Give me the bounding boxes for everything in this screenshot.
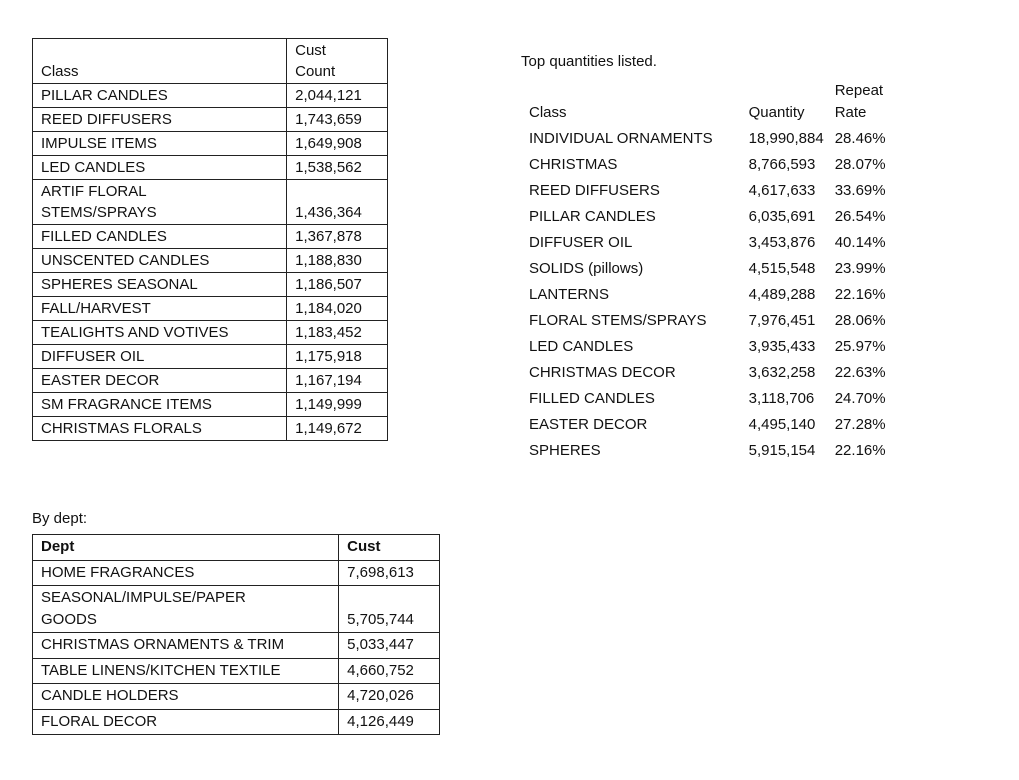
table-row — [33, 297, 388, 321]
table-row — [33, 369, 388, 393]
quantity-cell: 4,515,548 — [748, 260, 816, 277]
table-row — [33, 709, 440, 735]
table-row — [33, 273, 388, 297]
quantity-cell: 5,915,154 — [748, 442, 816, 459]
class-cell — [33, 273, 287, 297]
table-row — [521, 230, 894, 256]
table-row — [521, 438, 894, 464]
class-cell: LANTERNS — [529, 286, 610, 303]
table-row — [521, 256, 894, 282]
repeat-rate-cell: 25.97% — [834, 338, 886, 355]
dept-body — [33, 560, 440, 735]
table-row — [33, 417, 388, 441]
table-header-row — [521, 78, 894, 126]
table-row — [521, 204, 894, 230]
class-cell — [33, 345, 287, 369]
class-cell — [33, 84, 287, 108]
quantity-cell: 7,976,451 — [748, 312, 816, 329]
cust-count-header-line2: Count — [295, 63, 336, 80]
quantity-cell: 4,495,140 — [748, 416, 816, 433]
table-row — [33, 393, 388, 417]
table-row — [521, 308, 894, 334]
class-cell — [33, 321, 287, 345]
count-cell: 1,436,364 — [287, 180, 388, 225]
table-header-row — [33, 39, 388, 84]
table-row — [521, 126, 894, 152]
class-cell-line: FALL/HARVEST — [41, 300, 151, 317]
cust-cell: 5,705,744 — [339, 586, 440, 633]
class-cell — [33, 369, 287, 393]
class-cell-line: ARTIF FLORAL — [41, 183, 147, 200]
table-row — [521, 282, 894, 308]
dept-cell-line: SEASONAL/IMPULSE/PAPER — [41, 589, 246, 606]
table-row — [33, 321, 388, 345]
class-cell-line: IMPULSE ITEMS — [41, 135, 157, 152]
repeat-rate-header-line2: Rate — [834, 104, 867, 121]
repeat-rate-cell: 27.28% — [834, 416, 886, 433]
count-cell: 1,149,999 — [287, 393, 388, 417]
quantity-cell: 3,453,876 — [748, 234, 816, 251]
class-cell: SPHERES — [529, 442, 601, 459]
dept-cell — [33, 633, 339, 659]
dept-cell-line: HOME FRAGRANCES — [41, 563, 195, 581]
cust-cell: 4,126,449 — [339, 709, 440, 735]
class-cell-line: UNSCENTED CANDLES — [41, 252, 210, 269]
count-cell: 1,186,507 — [287, 273, 388, 297]
dept-cell — [33, 586, 339, 633]
class-cell: FLORAL STEMS/SPRAYS — [529, 312, 707, 329]
repeat-rate-cell: 24.70% — [834, 390, 886, 407]
quantity-cell: 18,990,884 — [748, 130, 824, 147]
dept-cell — [33, 684, 339, 710]
table-row — [521, 412, 894, 438]
cust-header: Cust — [339, 535, 440, 561]
cust-cell: 4,720,026 — [339, 684, 440, 710]
dept-cell-line: GOODS — [41, 610, 97, 628]
dept-cell-line: TABLE LINENS/KITCHEN TEXTILE — [41, 661, 281, 679]
cust-cell: 7,698,613 — [339, 560, 440, 586]
class-cell: LED CANDLES — [529, 338, 634, 355]
count-cell: 1,183,452 — [287, 321, 388, 345]
quantity-body — [521, 126, 894, 464]
class-cell: PILLAR CANDLES — [529, 208, 656, 225]
repeat-rate-header — [832, 78, 894, 126]
repeat-rate-cell: 22.63% — [834, 364, 886, 381]
table-row — [521, 152, 894, 178]
class-cell-line: LED CANDLES — [41, 159, 146, 176]
cust-count-header-line1: Cust — [295, 42, 326, 59]
quantity-header: Quantity — [748, 104, 805, 121]
repeat-rate-cell: 28.07% — [834, 156, 886, 173]
class-cell: INDIVIDUAL ORNAMENTS — [529, 130, 713, 147]
quantity-repeat-table — [521, 78, 894, 464]
table-row — [521, 334, 894, 360]
table-row — [33, 684, 440, 710]
dept-cell — [33, 709, 339, 735]
table-row — [33, 249, 388, 273]
class-cell-line: SM FRAGRANCE ITEMS — [41, 396, 212, 413]
class-cust-count-table — [32, 38, 388, 441]
quantity-cell: 3,632,258 — [748, 364, 816, 381]
table-row — [33, 633, 440, 659]
table-row — [33, 658, 440, 684]
repeat-rate-cell: 23.99% — [834, 260, 886, 277]
class-cell — [33, 225, 287, 249]
class-count-body — [33, 84, 388, 441]
class-cell — [33, 249, 287, 273]
dept-cell-line: CANDLE HOLDERS — [41, 687, 179, 704]
repeat-rate-cell: 28.46% — [834, 130, 886, 147]
class-cell: EASTER DECOR — [529, 416, 648, 433]
dept-cell-line: FLORAL DECOR — [41, 712, 158, 730]
repeat-rate-cell: 40.14% — [834, 234, 886, 251]
class-cell-line: FILLED CANDLES — [41, 228, 167, 245]
table-row — [521, 360, 894, 386]
class-cell — [33, 156, 287, 180]
cust-cell: 4,660,752 — [339, 658, 440, 684]
repeat-rate-cell: 33.69% — [834, 182, 886, 199]
quantity-cell: 3,935,433 — [748, 338, 816, 355]
class-cell: DIFFUSER OIL — [529, 234, 633, 251]
table-row — [33, 560, 440, 586]
count-cell: 1,538,562 — [287, 156, 388, 180]
quantity-cell: 4,617,633 — [748, 182, 816, 199]
class-cell: CHRISTMAS DECOR — [529, 364, 676, 381]
class-cell: CHRISTMAS — [529, 156, 618, 173]
table-row — [33, 156, 388, 180]
dept-header: Dept — [33, 535, 339, 561]
repeat-rate-cell: 26.54% — [834, 208, 886, 225]
class-cell-line: TEALIGHTS AND VOTIVES — [41, 324, 229, 341]
table-row — [33, 586, 440, 633]
class-cell-line: CHRISTMAS FLORALS — [41, 420, 202, 437]
dept-cell — [33, 560, 339, 586]
dept-cell-line: CHRISTMAS ORNAMENTS & TRIM — [41, 636, 285, 653]
repeat-rate-cell: 22.16% — [834, 286, 886, 303]
cust-cell: 5,033,447 — [339, 633, 440, 659]
count-cell: 1,649,908 — [287, 132, 388, 156]
class-cell: SOLIDS (pillows) — [529, 260, 644, 277]
class-cell-line: EASTER DECOR — [41, 372, 160, 389]
quantity-cell: 8,766,593 — [748, 156, 816, 173]
class-cell — [33, 180, 287, 225]
class-cell — [33, 393, 287, 417]
dept-cust-table — [32, 534, 440, 735]
table-row — [33, 108, 388, 132]
table-row — [33, 225, 388, 249]
table-row — [521, 178, 894, 204]
class-header: Class — [529, 104, 567, 121]
table-row — [33, 84, 388, 108]
repeat-rate-cell: 22.16% — [834, 442, 886, 459]
count-cell: 1,367,878 — [287, 225, 388, 249]
table-row — [33, 132, 388, 156]
class-cell: REED DIFFUSERS — [529, 182, 660, 199]
class-cell-line: SPHERES SEASONAL — [41, 276, 198, 293]
repeat-rate-header-line1: Repeat — [834, 82, 884, 99]
quantity-cell: 6,035,691 — [748, 208, 816, 225]
count-cell: 1,175,918 — [287, 345, 388, 369]
count-cell: 1,743,659 — [287, 108, 388, 132]
class-cell-line: REED DIFFUSERS — [41, 111, 172, 128]
by-dept-label: By dept: — [32, 510, 88, 527]
class-cell: FILLED CANDLES — [529, 390, 655, 407]
class-cell-line: PILLAR CANDLES — [41, 87, 168, 104]
class-cell-line: STEMS/SPRAYS — [41, 204, 157, 221]
top-quantities-note: Top quantities listed. — [521, 53, 657, 70]
count-cell: 1,167,194 — [287, 369, 388, 393]
class-cell — [33, 297, 287, 321]
dept-cell — [33, 658, 339, 684]
class-cell — [33, 417, 287, 441]
table-row — [33, 345, 388, 369]
class-header: Class — [33, 39, 287, 84]
count-cell: 1,188,830 — [287, 249, 388, 273]
table-row — [521, 386, 894, 412]
repeat-rate-cell: 28.06% — [834, 312, 886, 329]
quantity-cell: 3,118,706 — [748, 390, 815, 407]
table-row — [33, 180, 388, 225]
count-cell: 1,149,672 — [287, 417, 388, 441]
cust-count-header — [287, 39, 388, 84]
class-cell-line: DIFFUSER OIL — [41, 348, 145, 365]
class-cell — [33, 132, 287, 156]
count-cell: 2,044,121 — [287, 84, 388, 108]
table-header-row — [33, 535, 440, 561]
count-cell: 1,184,020 — [287, 297, 388, 321]
quantity-cell: 4,489,288 — [748, 286, 816, 303]
class-cell — [33, 108, 287, 132]
